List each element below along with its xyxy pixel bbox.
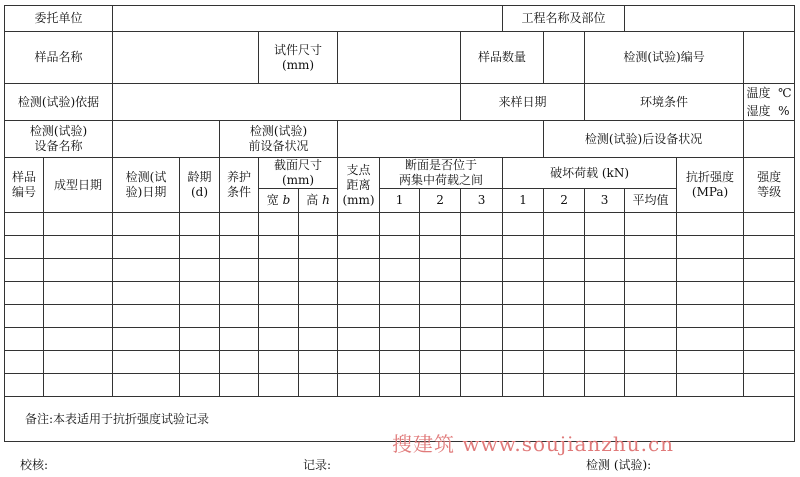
table-cell[interactable]	[338, 282, 380, 305]
table-cell[interactable]	[5, 328, 44, 351]
table-cell[interactable]	[461, 305, 503, 328]
table-cell[interactable]	[180, 259, 220, 282]
col-fracture-position: 断面是否位于 两集中荷载之间	[380, 158, 503, 189]
test-number-value[interactable]	[744, 32, 795, 84]
table-cell[interactable]	[544, 305, 585, 328]
sample-name-label: 样品名称	[5, 32, 113, 84]
table-cell[interactable]	[677, 305, 744, 328]
col-test-date: 检测(试 验)日期	[113, 158, 180, 213]
table-row	[5, 213, 795, 236]
flexural-strength-record-form	[4, 5, 795, 442]
specimen-size-value[interactable]	[338, 32, 461, 84]
table-cell[interactable]	[220, 305, 259, 328]
table-cell[interactable]	[420, 351, 461, 374]
table-cell[interactable]	[220, 236, 259, 259]
table-cell[interactable]	[503, 282, 544, 305]
table-cell[interactable]	[544, 328, 585, 351]
table-cell[interactable]	[544, 282, 585, 305]
table-cell[interactable]	[420, 305, 461, 328]
table-cell[interactable]	[744, 374, 795, 397]
table-cell[interactable]	[380, 351, 420, 374]
table-cell[interactable]	[380, 305, 420, 328]
table-cell[interactable]	[113, 259, 180, 282]
sample-quantity-value[interactable]	[544, 32, 585, 84]
table-cell[interactable]	[259, 374, 299, 397]
table-cell[interactable]	[44, 282, 113, 305]
table-cell[interactable]	[220, 259, 259, 282]
equipment-name-label: 检测(试验) 设备名称	[5, 121, 113, 158]
table-cell[interactable]	[113, 213, 180, 236]
environment-label: 环境条件	[585, 84, 744, 121]
table-cell[interactable]	[461, 351, 503, 374]
receipt-date-label: 来样日期	[461, 84, 585, 121]
table-cell[interactable]	[5, 213, 44, 236]
table-cell[interactable]	[5, 259, 44, 282]
table-cell[interactable]	[503, 328, 544, 351]
table-row	[5, 351, 795, 374]
table-cell[interactable]	[44, 236, 113, 259]
col-section-size: 截面尺寸 (mm)	[259, 158, 338, 189]
equipment-after-value[interactable]	[744, 121, 795, 158]
table-cell[interactable]	[544, 374, 585, 397]
client-unit-value[interactable]	[113, 6, 503, 32]
table-cell[interactable]	[420, 259, 461, 282]
table-cell[interactable]	[220, 213, 259, 236]
table-cell[interactable]	[625, 305, 677, 328]
table-cell[interactable]	[461, 213, 503, 236]
col-width: 宽 b	[259, 189, 299, 213]
sample-name-value[interactable]	[113, 32, 259, 84]
table-cell[interactable]	[220, 328, 259, 351]
table-cell[interactable]	[338, 351, 380, 374]
col-load-average: 平均值	[625, 189, 677, 213]
table-cell[interactable]	[585, 236, 625, 259]
tester-label: 检测 (试验):	[586, 458, 652, 472]
equipment-after-label: 检测(试验)后设备状况	[544, 121, 744, 158]
table-cell[interactable]	[625, 236, 677, 259]
table-cell[interactable]	[113, 236, 180, 259]
table-cell[interactable]	[180, 213, 220, 236]
col-support-distance: 支点 距离 (mm)	[338, 158, 380, 213]
table-cell[interactable]	[625, 259, 677, 282]
table-cell[interactable]	[461, 282, 503, 305]
table-cell[interactable]	[677, 374, 744, 397]
test-number-label: 检测(试验)编号	[585, 32, 744, 84]
table-cell[interactable]	[220, 282, 259, 305]
table-cell[interactable]	[259, 259, 299, 282]
col-fracture-2: 2	[420, 189, 461, 213]
table-cell[interactable]	[503, 374, 544, 397]
specimen-size-label: 试件尺寸 (mm)	[259, 32, 338, 84]
table-cell[interactable]	[338, 305, 380, 328]
table-cell[interactable]	[299, 282, 338, 305]
table-cell[interactable]	[585, 374, 625, 397]
table-cell[interactable]	[299, 374, 338, 397]
table-cell[interactable]	[544, 236, 585, 259]
humidity-label: 湿度	[746, 104, 771, 118]
table-cell[interactable]	[5, 236, 44, 259]
table-cell[interactable]	[380, 328, 420, 351]
col-curing: 养护 条件	[220, 158, 259, 213]
table-cell[interactable]	[744, 259, 795, 282]
table-cell[interactable]	[113, 351, 180, 374]
table-cell[interactable]	[299, 351, 338, 374]
table-cell[interactable]	[677, 213, 744, 236]
table-row	[5, 282, 795, 305]
table-cell[interactable]	[380, 213, 420, 236]
table-cell[interactable]	[677, 328, 744, 351]
table-cell[interactable]	[503, 305, 544, 328]
table-cell[interactable]	[503, 236, 544, 259]
table-cell[interactable]	[677, 351, 744, 374]
table-cell[interactable]	[380, 282, 420, 305]
table-cell[interactable]	[259, 351, 299, 374]
table-cell[interactable]	[5, 282, 44, 305]
table-cell[interactable]	[5, 305, 44, 328]
table-cell[interactable]	[461, 236, 503, 259]
table-cell[interactable]	[503, 213, 544, 236]
table-cell[interactable]	[299, 213, 338, 236]
table-cell[interactable]	[113, 282, 180, 305]
table-cell[interactable]	[461, 328, 503, 351]
table-cell[interactable]	[44, 351, 113, 374]
table-cell[interactable]	[259, 282, 299, 305]
table-cell[interactable]	[338, 213, 380, 236]
test-basis-value[interactable]	[113, 84, 461, 121]
table-cell[interactable]	[299, 305, 338, 328]
table-cell[interactable]	[625, 374, 677, 397]
table-cell[interactable]	[544, 351, 585, 374]
table-cell[interactable]	[585, 305, 625, 328]
table-cell[interactable]	[259, 305, 299, 328]
table-cell[interactable]	[338, 328, 380, 351]
table-row	[5, 374, 795, 397]
table-cell[interactable]	[180, 374, 220, 397]
col-height: 高 h	[299, 189, 338, 213]
equipment-before-label: 检测(试验) 前设备状况	[220, 121, 338, 158]
table-cell[interactable]	[180, 282, 220, 305]
table-cell[interactable]	[44, 305, 113, 328]
table-cell[interactable]	[420, 328, 461, 351]
table-cell[interactable]	[585, 259, 625, 282]
table-cell[interactable]	[299, 328, 338, 351]
table-cell[interactable]	[677, 236, 744, 259]
table-cell[interactable]	[180, 351, 220, 374]
table-cell[interactable]	[180, 328, 220, 351]
project-name-location-value[interactable]	[625, 6, 795, 32]
table-cell[interactable]	[544, 259, 585, 282]
table-cell[interactable]	[338, 374, 380, 397]
table-cell[interactable]	[744, 213, 795, 236]
table-cell[interactable]	[625, 351, 677, 374]
table-cell[interactable]	[259, 328, 299, 351]
table-cell[interactable]	[44, 259, 113, 282]
temperature-humidity-cell	[744, 84, 795, 121]
table-row	[5, 259, 795, 282]
table-cell[interactable]	[113, 374, 180, 397]
table-cell[interactable]	[625, 328, 677, 351]
table-cell[interactable]	[380, 259, 420, 282]
table-cell[interactable]	[585, 328, 625, 351]
equipment-before-value[interactable]	[338, 121, 544, 158]
recorder-label: 记录:	[303, 458, 332, 472]
table-cell[interactable]	[259, 213, 299, 236]
sample-quantity-label: 样品数量	[461, 32, 544, 84]
table-cell[interactable]	[744, 351, 795, 374]
table-cell[interactable]	[461, 259, 503, 282]
table-cell[interactable]	[338, 236, 380, 259]
table-cell[interactable]	[259, 236, 299, 259]
table-cell[interactable]	[299, 236, 338, 259]
table-cell[interactable]	[113, 328, 180, 351]
col-fracture-3: 3	[461, 189, 503, 213]
test-basis-label: 检测(试验)依据	[5, 84, 113, 121]
table-cell[interactable]	[220, 374, 259, 397]
table-cell[interactable]	[585, 282, 625, 305]
col-load-1: 1	[503, 189, 544, 213]
table-row	[5, 305, 795, 328]
col-sample-no: 样品 编号	[5, 158, 44, 213]
table-cell[interactable]	[744, 305, 795, 328]
table-cell[interactable]	[585, 213, 625, 236]
table-cell[interactable]	[180, 236, 220, 259]
table-cell[interactable]	[677, 259, 744, 282]
table-cell[interactable]	[420, 213, 461, 236]
table-cell[interactable]	[503, 351, 544, 374]
table-row	[5, 236, 795, 259]
table-cell[interactable]	[420, 282, 461, 305]
note-text: 备注:本表适用于抗折强度试验记录	[25, 411, 210, 426]
watermark: 搜建筑 www.soujianzhu.cn	[392, 432, 675, 456]
table-cell[interactable]	[44, 374, 113, 397]
table-cell[interactable]	[744, 236, 795, 259]
col-load-2: 2	[544, 189, 585, 213]
table-cell[interactable]	[44, 328, 113, 351]
col-strength-grade: 强度 等级	[744, 158, 795, 213]
table-cell[interactable]	[585, 351, 625, 374]
table-cell[interactable]	[338, 259, 380, 282]
table-cell[interactable]	[544, 213, 585, 236]
table-cell[interactable]	[5, 351, 44, 374]
temperature-unit: ℃	[778, 86, 792, 100]
table-cell[interactable]	[180, 305, 220, 328]
table-cell[interactable]	[44, 213, 113, 236]
col-flexural-strength: 抗折强度 (MPa)	[677, 158, 744, 213]
col-load-3: 3	[585, 189, 625, 213]
table-cell[interactable]	[380, 236, 420, 259]
table-cell[interactable]	[420, 374, 461, 397]
checker-label: 校核:	[20, 458, 49, 472]
col-age: 龄期 (d)	[180, 158, 220, 213]
table-cell[interactable]	[380, 374, 420, 397]
table-cell[interactable]	[677, 282, 744, 305]
table-cell[interactable]	[503, 259, 544, 282]
col-forming-date: 成型日期	[44, 158, 113, 213]
client-unit-label: 委托单位	[5, 6, 113, 32]
table-cell[interactable]	[113, 305, 180, 328]
table-cell[interactable]	[420, 236, 461, 259]
equipment-name-value[interactable]	[113, 121, 220, 158]
temperature-label: 温度	[746, 86, 771, 100]
table-cell[interactable]	[744, 328, 795, 351]
table-cell[interactable]	[461, 374, 503, 397]
table-cell[interactable]	[299, 259, 338, 282]
table-cell[interactable]	[744, 282, 795, 305]
col-fracture-1: 1	[380, 189, 420, 213]
table-cell[interactable]	[625, 282, 677, 305]
col-failure-load: 破坏荷载 (kN)	[503, 158, 677, 189]
table-row	[5, 328, 795, 351]
data-rows	[5, 213, 795, 397]
table-cell[interactable]	[5, 374, 44, 397]
table-cell[interactable]	[625, 213, 677, 236]
project-name-location-label: 工程名称及部位	[503, 6, 625, 32]
table-cell[interactable]	[220, 351, 259, 374]
humidity-unit: %	[778, 104, 790, 118]
